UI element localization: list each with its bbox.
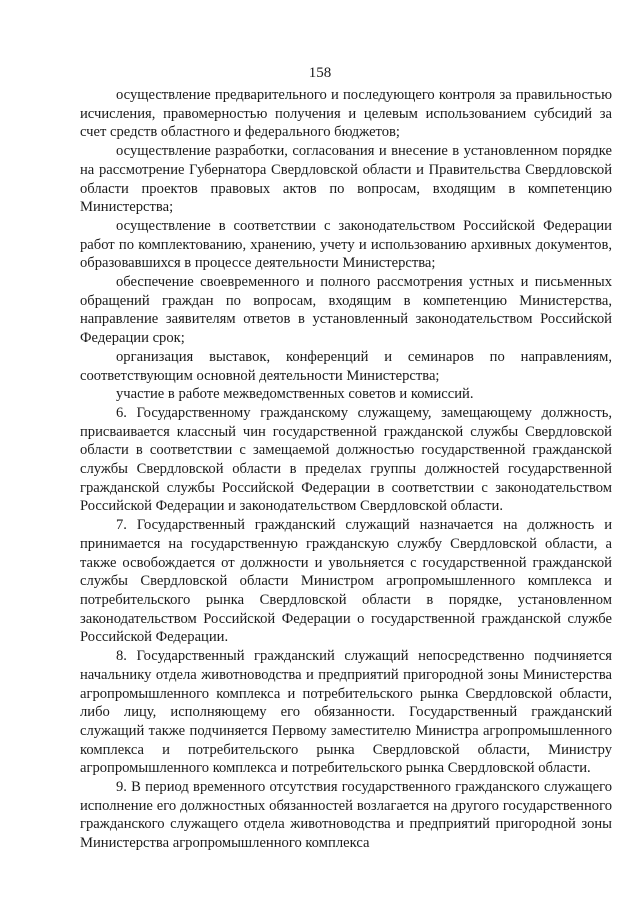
paragraph-item-6: 6. Государственному гражданскому служащему, замещающему должность, присваивается классный чин государственной гражданской службы Свердловской области в соответствии с замещаемой должностью государственной гражданской службы Свердловской области в пределах группы должностей государственной гражданской службы Российской Федерации в соответствии с законодательством Российской Федерации и законодательством Свердловской области.: [80, 404, 612, 515]
page-number: 158: [308, 65, 332, 81]
paragraph-item-9: 9. В период временного отсутствия государственного гражданского служащего исполнение его должностных обязанностей возлагается на другого государственного гражданского служащего отдела животноводства и предприятий пригородной зоны Министерства агропромышленного комплекса: [80, 779, 612, 852]
paragraph: обеспечение своевременного и полного рассмотрения устных и письменных обращений граждан по вопросам, входящим в компетенцию Министерства, направление заявителям ответов в установленный законодательством Российской Федерации срок;: [80, 274, 612, 347]
paragraph-item-7: 7. Государственный гражданский служащий назначается на должность и принимается на государственную гражданскую службу Свердловской области, а также освобождается от должности и увольняется с государственной гражданской службы Свердловской области Министром агропромышленного комплекса и потребительского рынка Свердловской области в порядке, установленном законодательством Российской Федерации о государственной гражданской службе Российской Федерации.: [80, 517, 612, 646]
paragraph: осуществление предварительного и последующего контроля за правильностью исчисления, правомерностью получения и целевым использованием субсидий за счет средств областного и федерального бюджетов;: [80, 87, 612, 141]
paragraph: участие в работе межведомственных советов и комиссий.: [116, 386, 474, 403]
paragraph-item-8: 8. Государственный гражданский служащий непосредственно подчиняется начальнику отдела животноводства и предприятий пригородной зоны Министерства агропромышленного комплекса и потребительского рынка Свердловской области, либо лицу, исполняющему его обязанности. Государственный гражданский служащий также подчиняется Первому заместителю Министра агропромышленного комплекса и потребительского рынка Свердловской области, Министру агропромышленного комплекса и потребительского рынка Свердловской области.: [80, 648, 612, 777]
document-body: [80, 86, 612, 853]
paragraph: осуществление разработки, согласования и внесение в установленном порядке на рассмотрение Губернатора Свердловской области и Правительства Свердловской области проектов правовых актов по вопросам, входящим в компетенцию Министерства;: [80, 143, 612, 216]
paragraph: организация выставок, конференций и семинаров по направлениям, соответствующим основной деятельности Министерства;: [80, 348, 612, 384]
paragraph: осуществление в соответствии с законодательством Российской Федерации работ по комплектованию, хранению, учету и использованию архивных документов, образовавшихся в процессе деятельности Министерства;: [80, 217, 612, 272]
